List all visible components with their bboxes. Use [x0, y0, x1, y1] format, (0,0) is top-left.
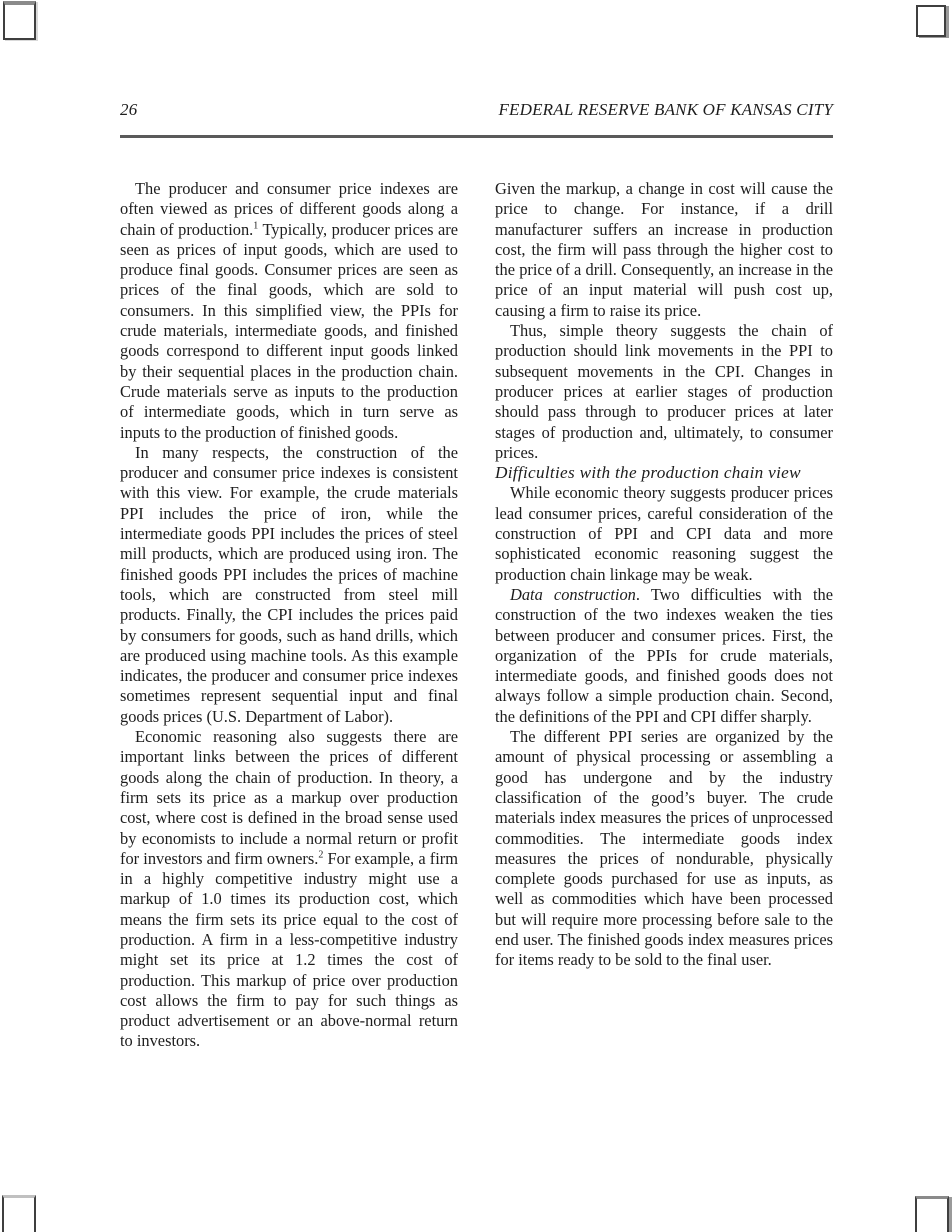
paragraph-text: For example, a firm in a highly competitive industry might use a markup of 1.0 times its production cost, which means the firm sets its price equal to the cost of production. A firm in a less-competitive industry might set its price at 1.2 times the cost of production. This markup of price over production cost allows the firm to pay for such things as product advertisement or an above-normal return to investors.	[120, 848, 458, 1051]
paragraph: Thus, simple theory suggests the chain of production should link movements in the PPI to subsequent movements in the CPI. Changes in producer prices at earlier stages of production should pass through to producer prices at later stages of production and, ultimately, to consumer prices.	[495, 321, 833, 462]
paragraph: While economic theory suggests producer prices lead consumer prices, careful consideration of the construction of PPI and CPI data and more sophisticated economic reasoning suggest the production chain linkage may be weak.	[495, 483, 833, 584]
left-column	[120, 179, 458, 1052]
paragraph-lead-italic: Data construction	[510, 584, 636, 604]
paragraph	[120, 179, 458, 443]
paragraph: The different PPI series are organized by the amount of physical processing or assembling a good has undergone and by the industry classification of the good’s buyer. The crude materials index measures the prices of unprocessed commodities. The intermediate goods index measures the prices of nondurable, physically complete goods purchased for use as inputs, as well as commodities which have been processed but will require more processing before sale to the end user. The finished goods index measures prices for items ready to be sold to the final user.	[495, 727, 833, 970]
section-heading: Difficulties with the production chain view	[495, 463, 801, 483]
crop-mark-top-left	[3, 1, 36, 40]
footnote-marker-2: 2	[318, 849, 324, 861]
paragraph	[495, 585, 833, 727]
page-header	[120, 100, 833, 120]
paragraph-text: Typically, producer prices are seen as prices of input goods, which are used to produce final goods. Consumer prices are seen as prices of the final goods, which are sold to consumers. In this simplified view, the PPIs for crude materials, intermediate goods, and finished goods correspond to different input goods linked by their sequential places in the production chain. Crude materials serve as inputs to the production of intermediate goods, which in turn serve as inputs to the production of finished goods.	[120, 219, 458, 442]
header-rule	[120, 135, 833, 138]
right-column	[495, 179, 833, 1052]
paragraph-text: . Two difficulties with the construction of the two indexes weaken the ties between producer and consumer prices. First, the organization of the PPIs for crude materials, intermediate goods, and finished goods does not always follow a simple production chain. Second, the definitions of the PPI and CPI differ sharply.	[495, 584, 834, 726]
paragraph-text: The producer and consumer price indexes are often viewed as prices of different goods along a chain of production.	[120, 179, 458, 239]
paragraph	[120, 727, 458, 1052]
paragraph: In many respects, the construction of the producer and consumer price indexes is consistent with this view. For example, the crude materials PPI includes the price of iron, while the intermediate goods PPI includes the prices of steel mill products, which are produced using iron. The finished goods PPI includes the prices of machine tools, which are constructed from steel mill products. Finally, the CPI includes the prices paid by consumers for goods, such as hand drills, which are produced using machine tools. As this example indicates, the producer and consumer price indexes sometimes represent sequential input and final goods prices (U.S. Department of Labor).	[120, 442, 458, 726]
running-title: FEDERAL RESERVE BANK OF KANSAS CITY	[498, 100, 833, 119]
paragraph: Given the markup, a change in cost will cause the price to change. For instance, if a drill manufacturer suffers an increase in production cost, the firm will pass through the higher cost to the price of a drill. Consequently, an increase in the price of an input material will push cost up, causing a firm to raise its price.	[495, 179, 833, 320]
article-body	[120, 179, 834, 1052]
crop-mark-bottom-right	[915, 1196, 949, 1232]
paragraph-text: Economic reasoning also suggests there are important links between the prices of different goods along the chain of production. In theory, a firm sets its price as a markup over production cost, where cost is defined in the broad sense used by economists to include a normal return or profit for investors and firm owners.	[120, 727, 458, 868]
crop-mark-bottom-left	[2, 1195, 36, 1232]
footnote-marker-1: 1	[253, 220, 259, 232]
crop-mark-top-right	[916, 5, 946, 37]
page-number: 26	[120, 100, 138, 119]
